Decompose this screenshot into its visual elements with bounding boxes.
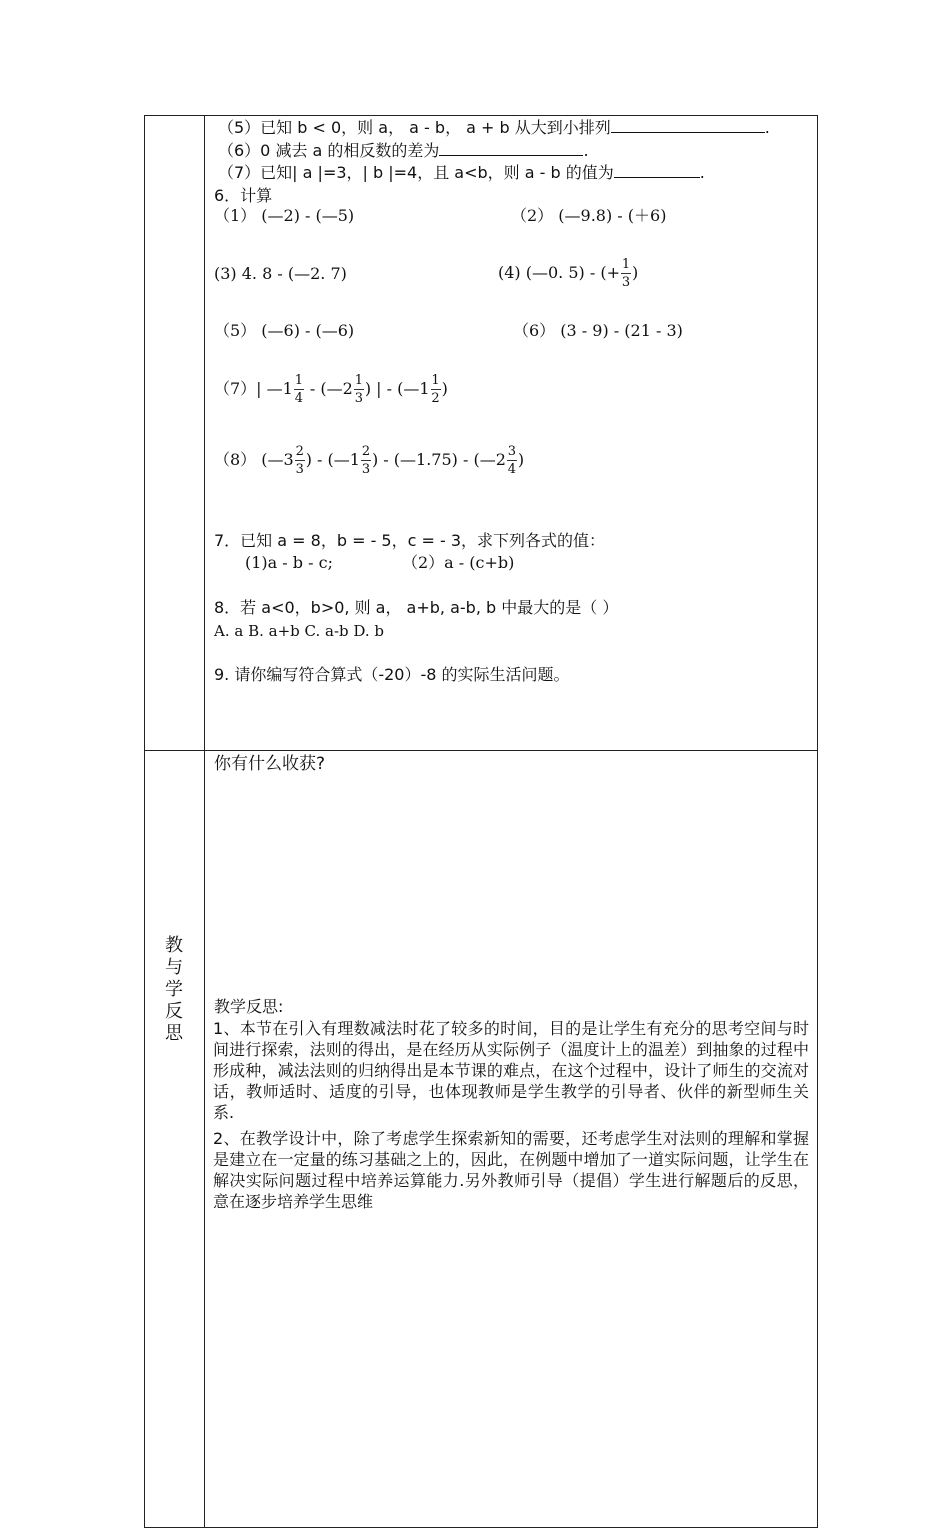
reflection-side-label: 教 与 学 反 思 [165,935,183,1044]
column-divider [204,115,205,1528]
q7-item-2: （2）a - (c+b) [402,553,515,572]
q9-title: 9. 请你编写符合算式（-20）-8 的实际生活问题。 [214,665,570,684]
q7-item-1: (1)a - b - c; [245,553,333,572]
q6-item-8: （8） (—3 $\frac{2}{3}$ ) - (—1 $\frac{2}{3}$ ) - (—1.75) - (—2 $\frac{3}{4}$ ) [214,444,525,477]
q8-title: 8．若 a<0，b>0, 则 a， a+b, a-b, b 中最大的是（ ） [214,598,619,617]
q8-options: A. a B. a+b C. a-b D. b [214,622,385,640]
reflection-paragraph-1: 1、本节在引入有理数减法时花了较多的时间，目的是让学生有充分的思考空间与时间进行探索，法则的得出，是在经历从实际例子（温度计上的温差）到抽象的过程中形成种，减法法则的归纳得出是本节课的难点，在这个过程中，设计了师生的交流对话，教师适时、适度的引导，也体现教师是学生教学的引导者、伙伴的新型师生关系. [213,1019,809,1122]
q6-item-6: （6） (3 - 9) - (21 - 3) [513,321,683,340]
q6-title: 6．计算 [214,186,273,205]
q6-item-2: （2） (—9.8) - (＋6) [511,206,667,225]
q6-item-4: (4) (—0. 5) - (+ $\frac{1}{3}$ ) [498,257,639,290]
q6-item-3: (3) 4. 8 - (—2. 7) [214,264,347,283]
reflection-heading: 教学反思: [214,997,284,1016]
q6-item-7: （7）| —1 $\frac{1}{4}$ - (—2 $\frac{1}{3}$ ) | - (—1 $\frac{1}{2}$ ) [214,373,448,406]
q5-item-5: （5）已知 b < 0，则 a， a - b， a + b 从大到小排列 . [218,118,770,137]
gain-question: 你有什么收获? [214,754,326,774]
q5-item-6: （6）0 减去 a 的相反数的差为 . [218,141,589,160]
q6-item-5: （5） (—6) - (—6) [214,321,355,340]
reflection-paragraph-2: 2、在教学设计中，除了考虑学生探索新知的需要，还考虑学生对法则的理解和掌握是建立在一定量的练习基础之上的，因此，在例题中增加了一道实际问题，让学生在解决实际问题过程中培养运算能力.另外教师引导（提倡）学生进行解题后的反思，意在逐步培养学生思维 [213,1129,809,1211]
row-divider [144,750,818,751]
q5-item-7: （7）已知| a |=3，| b |=4，且 a<b，则 a - b 的值为 . [218,163,705,182]
q6-item-1: （1） (—2) - (—5) [214,206,355,225]
q7-title: 7．已知 a = 8，b = - 5，c = - 3，求下列各式的值： [214,531,606,550]
